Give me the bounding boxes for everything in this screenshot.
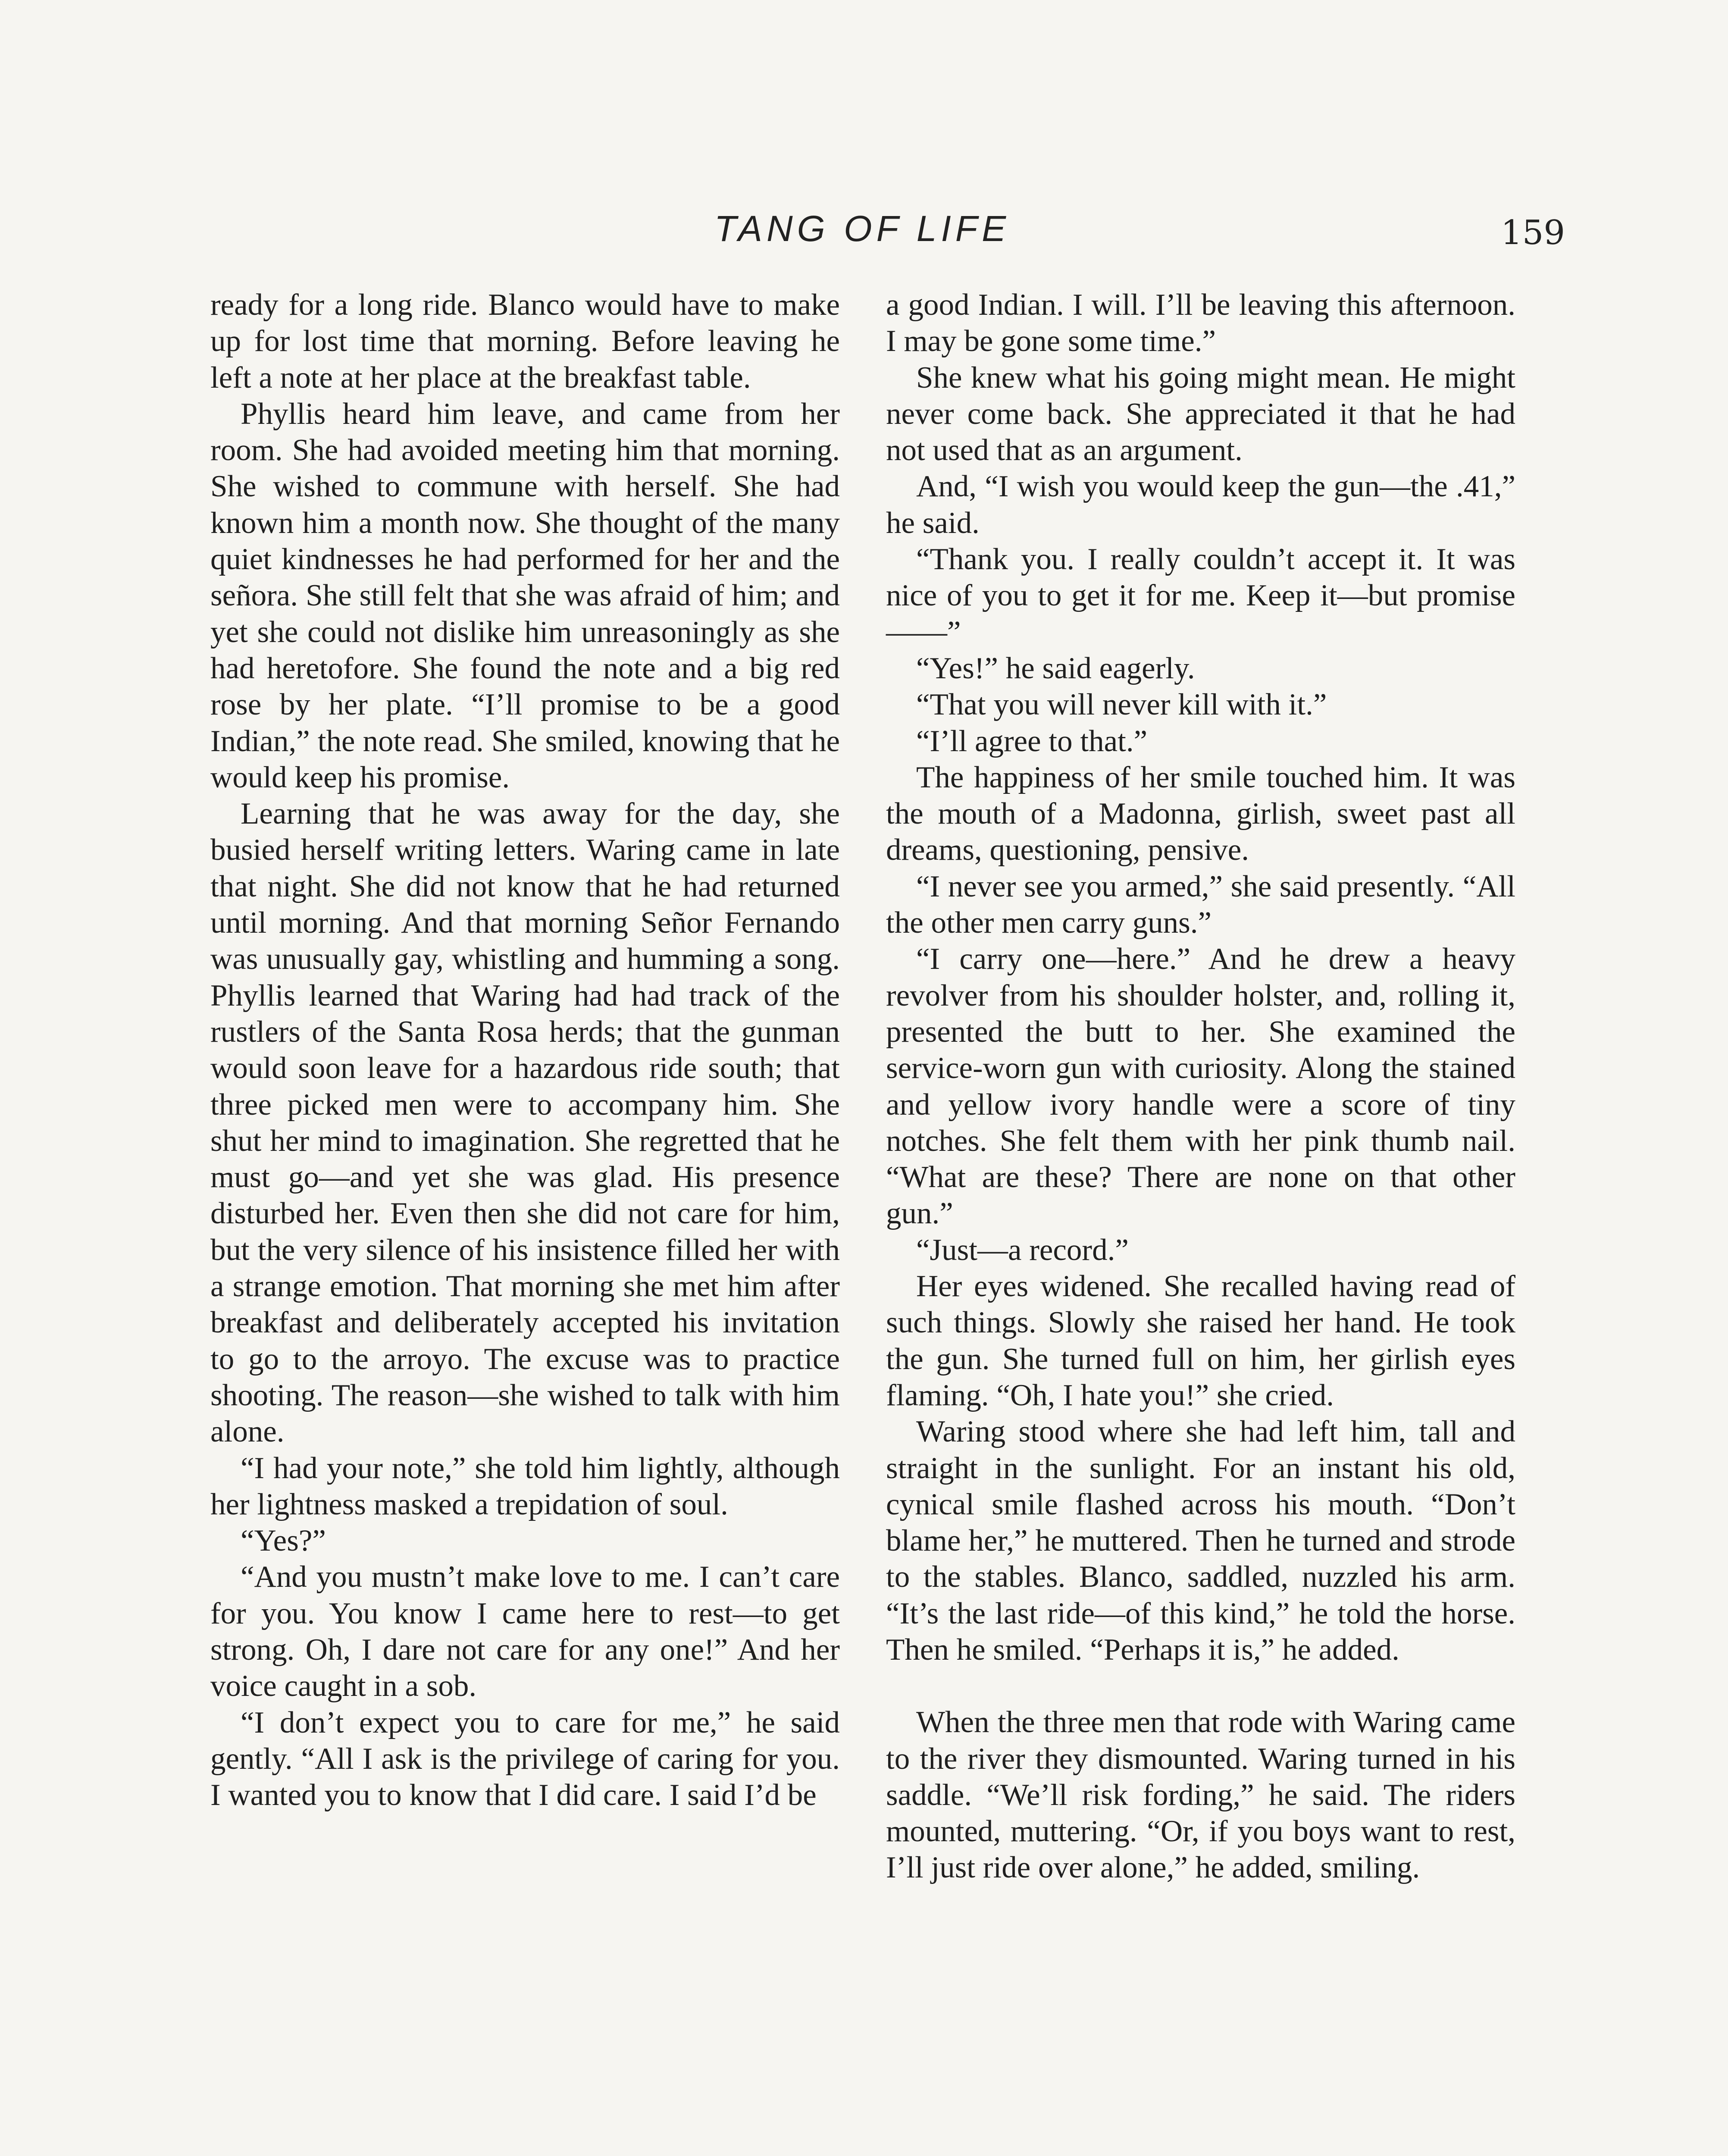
- left-column: [210, 287, 840, 1813]
- paragraph: When the three men that rode with Waring came to the river they dismounted. Waring turned in his saddle. “We’ll risk fording,” he said. The riders mounted, muttering. “Or, if you boys want to rest, I’ll just ride over alone,” he added, smiling.: [886, 1705, 1515, 1885]
- paragraph: a good Indian. I will. I’ll be leaving this afternoon. I may be gone some time.”: [886, 288, 1515, 358]
- paragraph: “I never see you armed,” she said presently. “All the other men carry guns.”: [886, 869, 1515, 940]
- paragraph: “And you mustn’t make love to me. I can’t care for you. You know I came here to rest—to get strong. Oh, I dare not care for any one!” And her voice caught in a sob.: [210, 1560, 840, 1703]
- paragraph: “I don’t expect you to care for me,” he said gently. “All I ask is the privilege of caring for you. I wanted you to know that I did care. I said I’d be: [210, 1705, 840, 1812]
- paragraph: Waring stood where she had left him, tall and straight in the sunlight. For an instant his old, cynical smile flashed across his mouth. “Don’t blame her,” he muttered. Then he turned and strode to the stables. Blanco, saddled, nuzzled his arm. “It’s the last ride—of this kind,” he told the horse. Then he smiled. “Perhaps it is,” he added.: [886, 1415, 1515, 1667]
- paragraph: “Just—a record.”: [916, 1233, 1129, 1267]
- paragraph: And, “I wish you would keep the gun—the .41,” he said.: [886, 470, 1515, 540]
- paragraph: Her eyes widened. She recalled having read of such things. Slowly she raised her hand. He took the gun. She turned full on him, her girlish eyes flaming. “Oh, I hate you!” she cried.: [886, 1269, 1515, 1412]
- paragraph: Phyllis heard him leave, and came from her room. She had avoided meeting him that morning. She wished to commune with herself. She had known him a month now. She thought of the many quiet kindnesses he had performed for her and the señora. She still felt that she was afraid of him; and yet she could not dislike him unreasoningly as she had heretofore. She found the note and a big red rose by her plate. “I’ll promise to be a good Indian,” the note read. She smiled, knowing that he would keep his promise.: [210, 397, 840, 794]
- paragraph: Learning that he was away for the day, she busied herself writing letters. Waring came in late that night. She did not know that he had returned until morning. And that morning Señor Fernando was unusually gay, whistling and humming a song. Phyllis learned that Waring had had track of the rustlers of the Santa Rosa herds; that the gunman would soon leave for a hazardous ride south; that three picked men were to accompany him. She shut her mind to imagination. She regretted that he must go—and yet she was glad. His presence disturbed her. Even then she did not care for him, but the very silence of his insistence filled her with a strange emotion. That morning she met him after breakfast and deliberately accepted his invitation to go to the arroyo. The excuse was to practice shooting. The reason—she wished to talk with him alone.: [210, 797, 840, 1449]
- paragraph: She knew what his going might mean. He might never come back. She appreciated it that he had not used that as an argument.: [886, 360, 1515, 467]
- paragraph: “Thank you. I really couldn’t accept it. It was nice of you to get it for me. Keep it—but promise——”: [886, 542, 1515, 649]
- page-header: [0, 203, 1728, 263]
- paragraph: “Yes?”: [241, 1524, 326, 1558]
- paragraph: “That you will never kill with it.”: [916, 688, 1327, 722]
- running-title: TANG OF LIFE: [714, 208, 1011, 249]
- paragraph: “Yes!” he said eagerly.: [916, 651, 1195, 685]
- paragraph: “I had your note,” she told him lightly, although her lightness masked a trepidation of soul.: [210, 1451, 840, 1521]
- page-number: 159: [1501, 213, 1565, 252]
- paragraph: “I carry one—here.” And he drew a heavy revolver from his shoulder holster, and, rolling it, presented the butt to her. She examined the service-worn gun with curiosity. Along the stained and yellow ivory handle were a score of tiny notches. She felt them with her pink thumb nail. “What are these? There are none on that other gun.”: [886, 942, 1515, 1231]
- paragraph: “I’ll agree to that.”: [916, 724, 1148, 758]
- paragraph: ready for a long ride. Blanco would have to make up for lost time that morning. Before leaving he left a note at her place at the breakfast table.: [210, 288, 840, 395]
- right-column: [886, 287, 1515, 1886]
- paragraph: The happiness of her smile touched him. It was the mouth of a Madonna, girlish, sweet past all dreams, questioning, pensive.: [886, 760, 1515, 867]
